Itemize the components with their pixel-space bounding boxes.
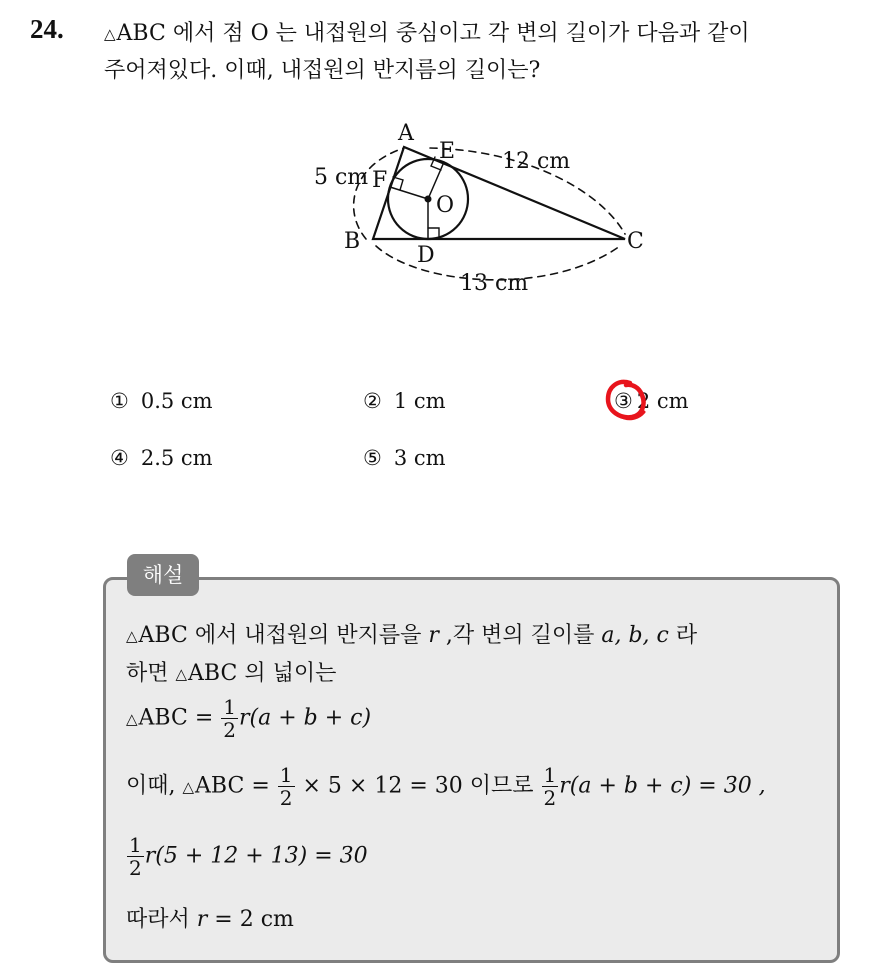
fraction-one-half: $\frac{1}{2}$ — [223, 695, 236, 742]
solution-title-badge: 해설 — [127, 554, 199, 596]
side-ac-label: 12 cm — [502, 149, 571, 174]
center-point-o — [425, 196, 432, 203]
solution-line-3: △ABC = $\frac{1}{2}$ r(a + b + c) — [126, 695, 372, 742]
question-text-line-1: △ABC 에서 점 O 는 내접원의 중심이고 각 변의 길이가 다음과 같이 — [104, 21, 750, 46]
triangle-symbol: △ — [175, 665, 188, 683]
triangle-symbol: △ — [182, 777, 195, 796]
label-f: F — [372, 168, 388, 193]
choice-5[interactable]: ⑤ 3 cm — [363, 446, 446, 470]
fraction-one-half: $\frac{1}{2}$ — [543, 763, 557, 810]
solution-line-6: 따라서 r = 2 cm — [126, 907, 294, 932]
triangle-symbol: △ — [126, 709, 138, 728]
triangle-symbol: △ — [126, 627, 138, 645]
question-number: 24. — [30, 14, 64, 44]
solution-line-2: 하면 △ABC 의 넓이는 — [126, 661, 337, 686]
brace-ab — [354, 148, 404, 239]
label-d: D — [417, 243, 435, 268]
label-c: C — [627, 229, 644, 254]
fraction-one-half: $\frac{1}{2}$ — [279, 763, 293, 810]
selected-answer-mark: ③ — [614, 389, 637, 413]
question-text-line-2: 주어져있다. 이때, 내접원의 반지름의 길이는? — [104, 58, 541, 83]
choice-3[interactable]: ③ 2 cm — [614, 389, 689, 413]
choice-1[interactable]: ① 0.5 cm — [110, 389, 213, 413]
solution-line-5: $\frac{1}{2}$ r(5 + 12 + 13) = 30 — [129, 833, 368, 880]
triangle-symbol: △ — [104, 25, 116, 43]
label-e: E — [439, 139, 456, 164]
radius-of — [390, 187, 428, 199]
choice-4[interactable]: ④ 2.5 cm — [110, 446, 213, 470]
choice-2[interactable]: ② 1 cm — [363, 389, 446, 413]
solution-line-4: 이때, △ABC = $\frac{1}{2}$ × 5 × 12 = 30 이므로 $\frac{1}{2}$ r(a + b + c) = 30 , — [126, 763, 766, 810]
solution-line-1: △ABC 에서 내접원의 반지름을 r ,각 변의 길이를 a, b, c 라 — [126, 623, 698, 648]
fraction-one-half: $\frac{1}{2}$ — [129, 833, 142, 880]
label-a: A — [398, 121, 414, 146]
label-b: B — [344, 229, 361, 254]
side-ab-label: 5 cm — [314, 165, 369, 190]
incircle-triangle-figure — [300, 110, 680, 310]
label-o: O — [436, 193, 455, 218]
side-bc-label: 13 cm — [460, 271, 529, 296]
